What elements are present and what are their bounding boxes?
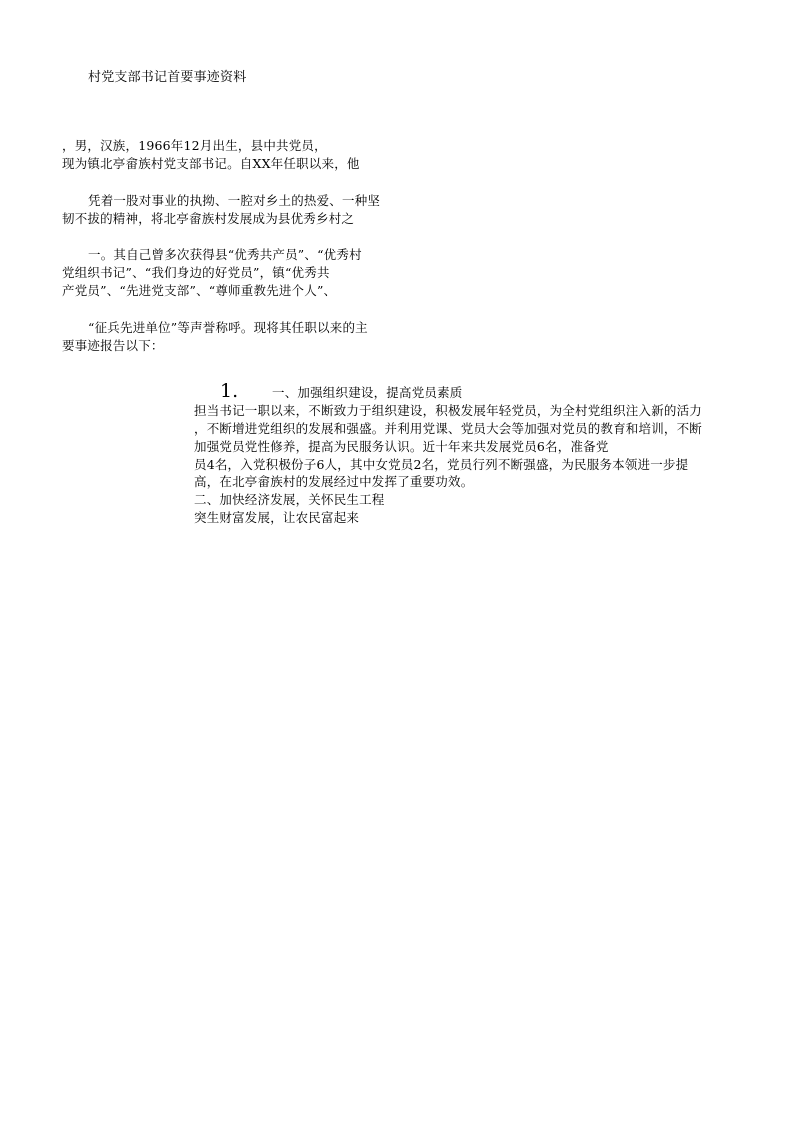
- para3-line-1: “征兵先进单位”等声誉称呼。现将其任职以来的主: [88, 320, 368, 335]
- para1-line-2: 韧不拔的精神，将北亭畲族村发展成为县优秀乡村之: [62, 211, 355, 226]
- para1-line-1: 凭着一股对事业的执拗、一腔对乡土的热爱、一种坚: [88, 193, 381, 208]
- section2-heading: 二、加快经济发展，关怀民生工程: [194, 492, 385, 507]
- para2-line-1: 一。其自己曾多次获得县“优秀共产员”、“优秀村: [88, 247, 362, 262]
- intro-line-1: ，男，汉族，1966年12月出生，县中共党员，: [62, 138, 327, 153]
- intro-line-2: 现为镇北亭畲族村党支部书记。自XX年任职以来，他: [62, 156, 360, 171]
- section2-subheading: 突生财富发展，让农民富起来: [194, 510, 360, 525]
- section1-heading: 一、加强组织建设，提高党员素质: [272, 385, 463, 400]
- para2-line-3: 产党员”、“先进党支部”、“尊师重教先进个人”、: [62, 283, 337, 298]
- section1-line-1: 担当书记一职以来，不断致力于组织建设，积极发展年轻党员，为全村党组织注入新的活力: [194, 403, 703, 418]
- para3-line-2: 要事迹报告以下：: [62, 338, 164, 353]
- section1-number: 1.: [220, 380, 239, 402]
- section1-line-5: 高，在北亭畲族村的发展经过中发挥了重要功效。: [194, 474, 474, 489]
- section1-line-4: 员4名，入党积极份子6人，其中女党员2名，党员行列不断强盛，为民服务本领进一步提: [194, 457, 689, 472]
- document-title: 村党支部书记首要事迹资料: [88, 70, 247, 85]
- section1-line-3: 加强党员党性修养，提高为民服务认识。近十年来共发展党员6名，准备党: [194, 439, 609, 454]
- para2-line-2: 党组织书记”、“我们身边的好党员”，镇“优秀共: [62, 265, 330, 280]
- section1-line-2: ，不断增进党组织的发展和强盛。并利用党课、党员大会等加强对党员的教育和培训，不断: [194, 421, 703, 436]
